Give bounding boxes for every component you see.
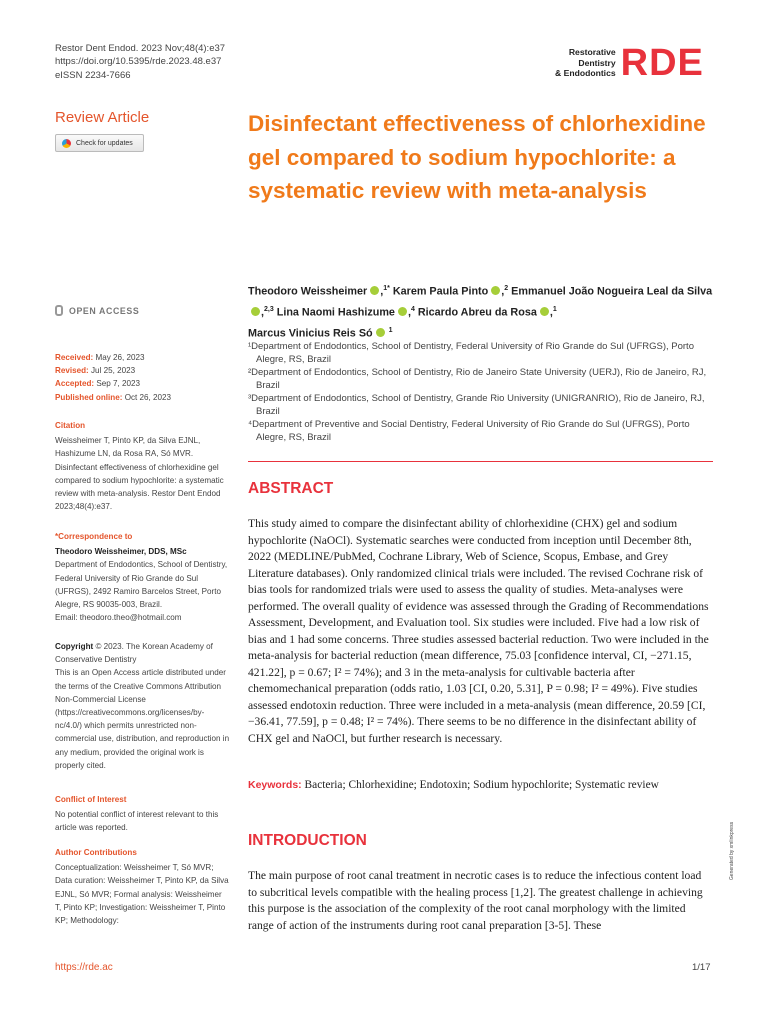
affiliation-item: ³Department of Endodontics, School of Dentistry, Grande Rio University (UNIGRANRIO), Rio de Janeiro, RJ, Brazil	[248, 393, 705, 417]
doi-link[interactable]: https://doi.org/10.5395/rde.2023.48.e37	[55, 56, 222, 68]
correspondence-address: Department of Endodontics, School of Dentistry, Federal University of Rio Grande do Sul (UFRGS), 2492 Ramiro Barcelos Street, Porto Alegre, RS 90035-003, Brazil.	[55, 560, 228, 610]
contributions-block	[55, 846, 230, 927]
copyright-text: © 2023. The Korean Academy of Conservative Dentistry	[55, 642, 213, 665]
correspondence-block	[55, 530, 230, 624]
author-name: Marcus Vinicius Reis Só	[248, 327, 373, 340]
open-access-badge	[55, 305, 139, 316]
author-list: Theodoro Weissheimer ,$^{1*}$ Karem Paula Pinto ,$^2$ Emmanuel João Nogueira Leal da Silva,$^{2,3}$ Lina Naomi Hashizume ,$^4$ Ricardo Abreu da Rosa ,$^1$ Marcus Vinicius Reis Só $^1$	[248, 285, 713, 340]
copyright-block	[55, 640, 230, 772]
date-value: Sep 7, 2023	[96, 379, 141, 389]
affiliation-item: ¹Department of Endodontics, School of Dentistry, Federal University of Rio Grande do Sul (UFRGS), Porto Alegre, RS, Brazil	[248, 341, 694, 365]
introduction-text: The main purpose of root canal treatment in necrotic cases is to reduce the infectious content load to subcritical levels compatible with the healing process [1,2]. The greatest challenge in achieving this purpose is the association of the complexity of the root canal morphology with the limited range of action of the instruments during root canal preparation [3-5]. These	[248, 869, 703, 932]
orcid-icon[interactable]	[540, 307, 549, 316]
conflict-heading: Conflict of Interest	[55, 795, 127, 804]
author-affiliation-sup: 2	[504, 285, 509, 292]
orcid-icon[interactable]	[251, 307, 260, 316]
orcid-icon[interactable]	[398, 307, 407, 316]
author-name: Lina Naomi Hashizume	[276, 306, 395, 319]
license-text: This is an Open Access article distributed under the terms of the Creative Commons Attribution Non-Commercial License (https://creativecommons.org/licenses/by-nc/4.0/) which permits unrestricted non-commercial use, distribution, and reproduction in any medium, provided the original work is properly cited.	[55, 668, 230, 770]
author-name: Karem Paula Pinto	[392, 285, 489, 298]
eissn: eISSN 2234-7666	[55, 69, 131, 81]
keywords-label: Keywords:	[248, 779, 302, 791]
generator-badge: Generated by xmlinkpress	[729, 821, 735, 880]
date-value: Jul 25, 2023	[91, 366, 136, 376]
orcid-icon[interactable]	[370, 286, 379, 295]
check-for-updates-label: Check for updates	[76, 139, 133, 147]
journal-logo	[555, 44, 704, 82]
logo-line-1: Restorative	[568, 47, 616, 58]
affiliations	[248, 341, 718, 445]
author-affiliation-sup: 2,3	[264, 306, 274, 314]
affiliation-item: ⁴Department of Preventive and Social Dentistry, Federal University of Rio Grande do Sul (UFRGS), Porto Alegre, RS, Brazil	[248, 419, 690, 443]
citation-text: Weissheimer T, Pinto KP, da Silva EJNL, Hashizume LN, da Rosa RA, Só MVR. Disinfectant effectiveness of chlorhexidine gel compared to sodium hypochlorite: a systematic review with meta-analysis. Restor Dent Endod 2023;48(4):e37.	[55, 436, 224, 512]
conflict-block	[55, 793, 230, 835]
article-title: Disinfectant effectiveness of chlorhexidine gel compared to sodium hypochlorite: a systematic review with meta-analysis	[248, 111, 706, 203]
date-value: Oct 26, 2023	[124, 392, 172, 402]
correspondence-email[interactable]: Email: theodoro.theo@hotmail.com	[55, 613, 182, 623]
keywords-text: Bacteria; Chlorhexidine; Endotoxin; Sodium hypochlorite; Systematic review	[304, 779, 659, 791]
journal-citation-line: Restor Dent Endod. 2023 Nov;48(4):e37	[55, 43, 226, 54]
correspondence-name: Theodoro Weissheimer, DDS, MSc	[55, 547, 187, 557]
date-label: Received:	[55, 353, 94, 362]
keywords	[248, 779, 713, 791]
author-name: Theodoro Weissheimer	[248, 285, 368, 298]
author-name: Emmanuel João Nogueira Leal da Silva	[511, 285, 713, 298]
date-value: May 26, 2023	[95, 353, 145, 362]
citation-heading: Citation	[55, 421, 86, 430]
author-affiliation-sup: 1	[388, 327, 393, 335]
page-number: 1/17	[692, 962, 711, 973]
copyright-label: Copyright	[55, 642, 94, 651]
abstract-heading: ABSTRACT	[248, 480, 334, 497]
contributions-text: Conceptualization: Weissheimer T, Só MVR; Data curation: Weissheimer T, Pinto KP, da Silva EJNL, Só MVR; Formal analysis: Weissheimer T, Pinto KP; Investigation: Weissheimer T, Pinto KP; Methodology:	[55, 863, 229, 926]
author-affiliation-sup: 1*	[383, 285, 390, 292]
footer-url-link[interactable]: https://rde.ac	[55, 962, 113, 973]
article-type: Review Article	[55, 109, 150, 126]
crossmark-icon	[62, 139, 71, 148]
introduction-heading: INTRODUCTION	[248, 832, 367, 849]
orcid-icon[interactable]	[376, 328, 385, 337]
logo-line-2: Dentistry	[578, 57, 616, 68]
author-name: Ricardo Abreu da Rosa	[417, 306, 537, 319]
author-affiliation-sup: 1	[552, 306, 557, 314]
open-lock-icon	[55, 305, 63, 316]
abstract-text: This study aimed to compare the disinfectant ability of chlorhexidine (CHX) gel and sodium hypochlorite (NaOCl). Systematic searches were conducted from inception until December 8th, 2022 (MEDLINE/PubMed, Cochrane Library, Web of Science, Scopus, Embase, and Grey Literature databases). Only randomized clinical trials were included. The revised Cochrane risk of bias tools for randomized trials were used to assess the quality of studies. Meta-analyses were performed. The overall quality of evidence was assessed through the Grading of Recommendations Assessment, Development, and Evaluation tool. Six studies were included. Five had a low risk of bias and 1 had some concerns. Three studies assessed bacterial reduction. Two were included in the meta-analysis for bacterial reduction (mean difference, 75.03 [confidence interval, CI, −271.15, 421.22], p = 0.67; I² = 74%); and 3 in the meta-analysis for cultivable bacteria after chemomechanical preparation (odds ratio, 1.03 [CI, 0.20, 5.31], P = 0.98; I² = 49%). Five studies assessed endotoxin reduction. Three were included in a meta-analysis (mean difference, 20.59 [CI, −36.41, 77.59], p = 0.48; I² = 74%). There seems to be no difference in the disinfectant ability of CHX gel and NaOCl, but further research is necessary.	[248, 517, 709, 745]
contributions-heading: Author Contributions	[55, 848, 137, 857]
logo-mark: RDE	[620, 42, 704, 84]
dates-block	[55, 351, 230, 404]
affiliation-item: ²Department of Endodontics, School of Dentistry, Rio de Janeiro State University (UERJ), Rio de Janeiro, RJ, Brazil	[248, 367, 707, 391]
divider	[248, 461, 713, 462]
date-label: Published online:	[55, 392, 123, 402]
check-for-updates-button[interactable]	[55, 134, 144, 152]
date-label: Revised:	[55, 366, 89, 376]
author-affiliation-sup: 4	[410, 306, 415, 314]
open-access-label: OPEN ACCESS	[69, 305, 140, 316]
journal-header	[55, 42, 225, 82]
citation-block	[55, 419, 230, 513]
correspondence-heading: *Correspondence to	[55, 532, 133, 541]
orcid-icon[interactable]	[491, 286, 500, 295]
conflict-text: No potential conflict of interest relevant to this article was reported.	[55, 810, 219, 833]
date-label: Accepted:	[55, 379, 95, 389]
logo-line-3: & Endodontics	[555, 68, 616, 79]
